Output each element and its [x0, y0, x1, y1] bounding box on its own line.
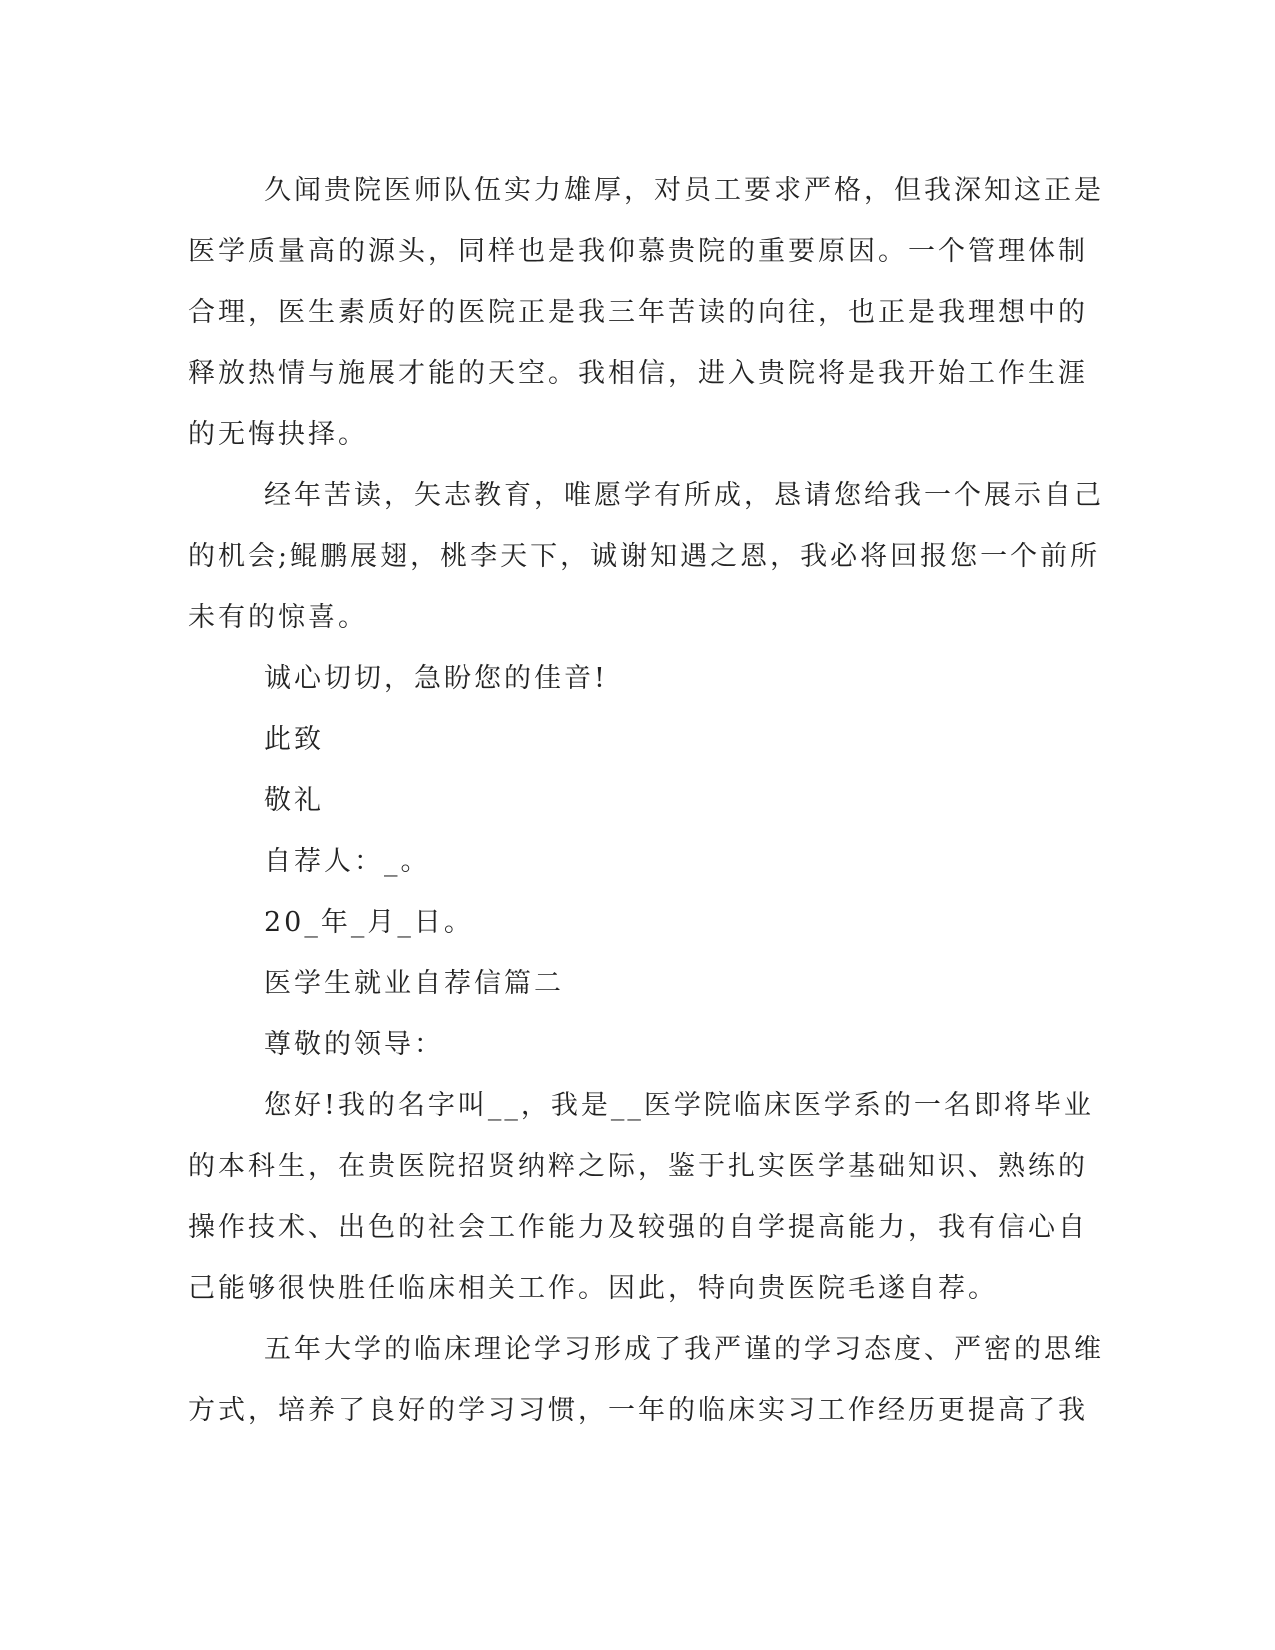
salutation-line: 敬礼	[264, 785, 324, 816]
paragraph-line: 未有的惊喜。	[188, 602, 368, 633]
section-title: 医学生就业自荐信篇二	[264, 968, 564, 999]
salutation-line: 此致	[264, 724, 324, 755]
paragraph-line: 五年大学的临床理论学习形成了我严谨的学习态度、严密的思维	[264, 1334, 1104, 1365]
paragraph-line: 您好!我的名字叫__，我是__医学院临床医学系的一名即将毕业	[264, 1090, 1094, 1121]
paragraph-line: 医学质量高的源头，同样也是我仰慕贵院的重要原因。一个管理体制	[188, 236, 1088, 267]
paragraph-line: 方式，培养了良好的学习习惯，一年的临床实习工作经历更提高了我	[188, 1395, 1088, 1426]
greeting-line: 尊敬的领导：	[264, 1029, 444, 1060]
signature-line: 自荐人：_。	[264, 846, 431, 877]
paragraph-line: 合理，医生素质好的医院正是我三年苦读的向往，也正是我理想中的	[188, 297, 1088, 328]
paragraph-line: 经年苦读，矢志教育，唯愿学有所成，恳请您给我一个展示自己	[264, 480, 1104, 511]
paragraph-line: 的无悔抉择。	[188, 419, 368, 450]
letter-body	[188, 160, 1104, 1441]
paragraph-line: 的机会;鲲鹏展翅，桃李天下，诚谢知遇之恩，我必将回报您一个前所	[188, 541, 1101, 572]
paragraph-line: 释放热情与施展才能的天空。我相信，进入贵院将是我开始工作生涯	[188, 358, 1088, 389]
paragraph-line: 操作技术、出色的社会工作能力及较强的自学提高能力，我有信心自	[188, 1212, 1088, 1243]
date-line: 20_年_月_日。	[264, 907, 474, 938]
paragraph-line: 己能够很快胜任临床相关工作。因此，特向贵医院毛遂自荐。	[188, 1273, 998, 1304]
paragraph-line: 久闻贵院医师队伍实力雄厚，对员工要求严格，但我深知这正是	[264, 175, 1104, 206]
closing-line: 诚心切切，急盼您的佳音!	[264, 663, 608, 694]
paragraph-line: 的本科生，在贵医院招贤纳粹之际，鉴于扎实医学基础知识、熟练的	[188, 1151, 1088, 1182]
